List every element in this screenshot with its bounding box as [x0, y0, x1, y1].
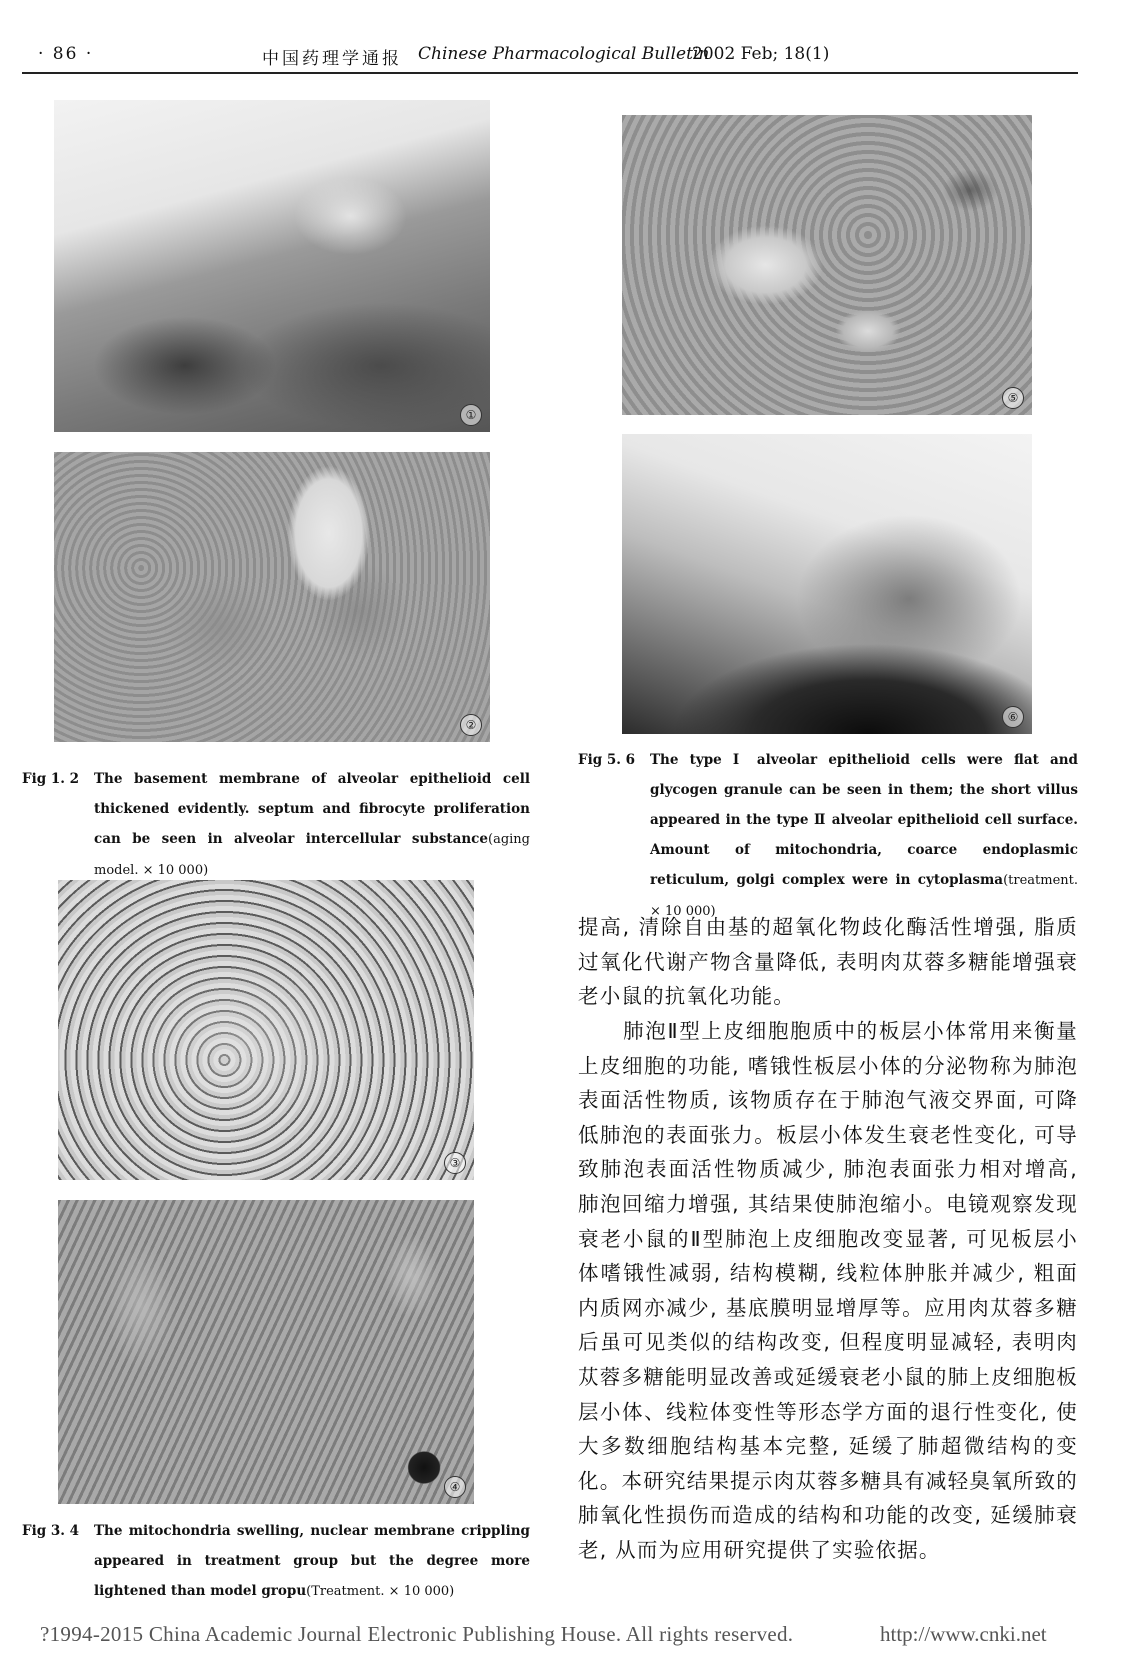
micrograph-1-label: ①	[460, 404, 482, 426]
journal-title-cn: 中国药理学通报	[262, 49, 402, 69]
footer-url[interactable]: http://www.cnki.net	[880, 1622, 1047, 1646]
micrograph-4	[58, 1200, 474, 1504]
micrograph-6-label: ⑥	[1002, 706, 1024, 728]
caption-fig-3-4-text: The mitochondria swelling, nuclear membrane crippling appeared in treatment group but the degree more lightened than model gropu	[94, 1523, 530, 1599]
caption-fig-3-4	[22, 1516, 530, 1612]
caption-fig-3-4-body	[94, 1516, 530, 1607]
micrograph-6	[622, 434, 1032, 734]
micrograph-5	[622, 115, 1032, 415]
micrograph-3-label: ③	[444, 1152, 466, 1174]
caption-fig-1-2-text: The basement membrane of alveolar epithelioid cell thickened evidently. septum and fibrocyte proliferation can be seen in alveolar intercellular substance	[94, 771, 530, 847]
caption-fig-5-6	[578, 745, 1078, 919]
micrograph-4-label: ④	[444, 1476, 466, 1498]
footer	[40, 1622, 1100, 1647]
caption-fig-1-2-tail: (aging model. × 10 000)	[94, 832, 530, 878]
caption-fig-3-4-tail: (Treatment. × 10 000)	[306, 1584, 455, 1599]
caption-fig-5-6-number: Fig 5. 6	[578, 752, 636, 768]
journal-title-en: Chinese Pharmacological Bulletin	[418, 44, 710, 64]
micrograph-2	[54, 452, 490, 742]
caption-fig-3-4-number: Fig 3. 4	[22, 1523, 80, 1539]
micrograph-5-label: ⑤	[1002, 387, 1024, 409]
journal-issue: 2002 Feb; 18(1)	[692, 44, 830, 64]
header-rule	[22, 72, 1078, 74]
footer-copyright: ?1994-2015 China Academic Journal Electronic Publishing House. All rights reserved.	[40, 1622, 794, 1646]
caption-fig-5-6-text: The type Ⅰ alveolar epithelioid cells were flat and glycogen granule can be seen in them; the short villus appeared in the type Ⅱ alveolar epithelioid cell surface. Amount of mitochondria, coarce endoplasmic reticulum, golgi complex were in cytoplasma	[650, 752, 1078, 888]
page-number: · 86 ·	[38, 44, 94, 64]
micrograph-3	[58, 880, 474, 1180]
micrograph-1	[54, 100, 490, 432]
body-paragraph-1: 提高, 清除自由基的超氧化物歧化酶活性增强, 脂质过氧化代谢产物含量降低, 表明肉苁蓉多糖能增强衰老小鼠的抗氧化功能。	[578, 915, 1078, 1009]
caption-fig-1-2-number: Fig 1. 2	[22, 771, 80, 787]
caption-fig-1-2	[22, 764, 530, 878]
caption-fig-5-6-body	[650, 745, 1078, 927]
caption-fig-1-2-body	[94, 764, 530, 886]
micrograph-2-label: ②	[460, 714, 482, 736]
body-paragraph-2: 肺泡Ⅱ型上皮细胞胞质中的板层小体常用来衡量上皮细胞的功能, 嗜锇性板层小体的分泌物称为肺泡表面活性物质, 该物质存在于肺泡气液交界面, 可降低肺泡的表面张力。板层小体发生衰老性变化, 可导致肺泡表面活性物质减少, 肺泡表面张力相对增高, 肺泡回缩力增强, 其结果使肺泡缩小。电镜观察发现衰老小鼠的Ⅱ型肺泡上皮细胞改变显著, 可见板层小体嗜锇性减弱, 结构模糊, 线粒体肿胀并减少, 粗面内质网亦减少, 基底膜明显增厚等。应用肉苁蓉多糖后虽可见类似的结构改变, 但程度明显减轻, 表明肉苁蓉多糖能明显改善或延缓衰老小鼠的肺上皮细胞板层小体、线粒体变性等形态学方面的退行性变化, 使大多数细胞结构基本完整, 延缓了肺超微结构的变化。本研究结果提示肉苁蓉多糖具有减轻臭氧所致的肺氧化性损伤而造成的结构和功能的改变, 延缓肺衰老, 从而为应用研究提供了实验依据。	[578, 1019, 1078, 1562]
caption-fig-5-6-tail: (treatment. × 10 000)	[650, 873, 1078, 919]
